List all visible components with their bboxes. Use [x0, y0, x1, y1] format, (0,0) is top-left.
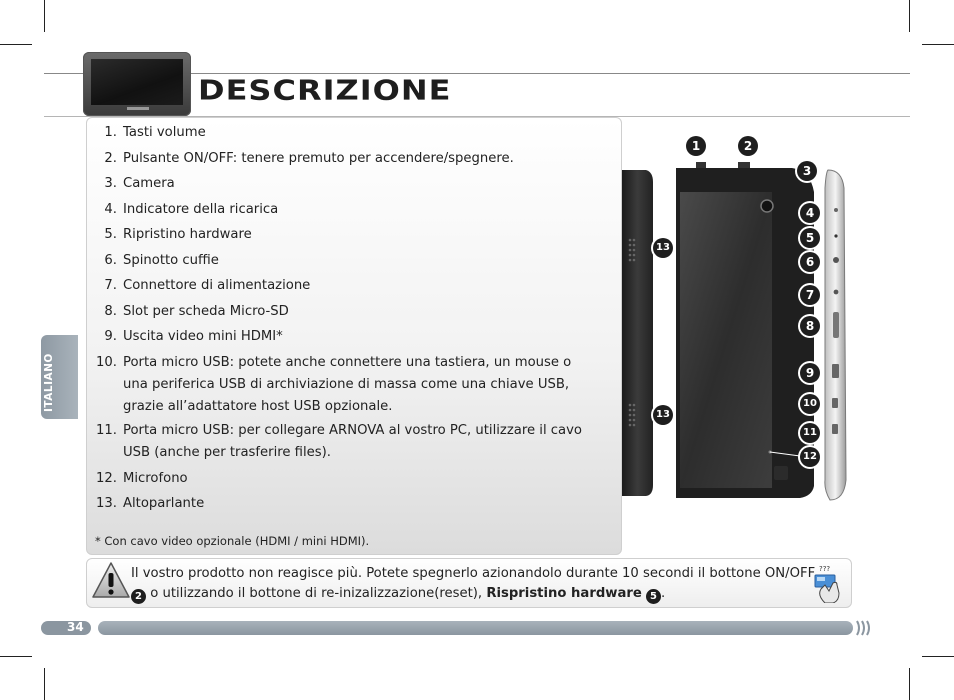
item-number: 12. — [96, 470, 117, 486]
crop-mark — [909, 0, 910, 32]
item-number: 1. — [104, 125, 117, 140]
help-icon-text: ??? — [819, 565, 831, 573]
ref-marker-2: 2 — [131, 589, 146, 604]
charge-led — [834, 208, 838, 212]
item-number: 7. — [104, 278, 117, 293]
list-item — [91, 324, 611, 350]
crop-mark — [0, 44, 32, 45]
marker-2: 2 — [738, 136, 758, 156]
tablet-brand-mark — [127, 107, 149, 110]
tablet-thumbnail — [83, 52, 191, 116]
item-text: Ripristino hardware — [123, 227, 252, 242]
microsd-slot — [833, 312, 839, 338]
item-number: 5. — [104, 227, 117, 242]
warning-text-end: . — [661, 586, 666, 601]
language-tab-label: ITALIANO — [43, 353, 55, 412]
item-text: Tasti volume — [123, 125, 206, 140]
item-number: 13. — [96, 496, 117, 511]
item-text: Porta micro USB: per collegare ARNOVA al vostro PC, utilizzare il cavo USB (anche per trasferire files). — [123, 422, 583, 460]
item-text: Porta micro USB: potete anche connettere una tastiera, un mouse o una periferica USB di archiviazione di massa come una chiave USB, grazie all’adattatore host USB opzionale. — [123, 354, 572, 414]
list-item — [91, 222, 611, 248]
tablet-screen — [91, 59, 183, 105]
list-item — [91, 171, 611, 197]
marker-13-top: 13 — [653, 238, 673, 258]
tablet-back-panel — [680, 192, 772, 488]
warning-text-part2: o utilizzando il bottone di re-inizalizzazione(reset), — [150, 586, 483, 601]
crop-mark — [922, 656, 954, 657]
item-text: Spinotto cuffie — [123, 252, 219, 268]
list-item — [91, 299, 611, 325]
marker-10: 10 — [800, 394, 820, 414]
crop-mark — [44, 668, 45, 700]
device-illustration — [620, 140, 860, 510]
item-text: Camera — [123, 176, 175, 191]
item-number: 8. — [104, 303, 117, 319]
item-number: 6. — [104, 252, 117, 268]
description-list — [91, 120, 611, 517]
power-connector — [834, 290, 839, 295]
marker-11: 11 — [800, 423, 820, 443]
power-button — [738, 162, 750, 168]
list-item — [91, 491, 611, 517]
marker-13-bottom: 13 — [653, 405, 673, 425]
description-panel — [86, 117, 622, 555]
marker-5: 5 — [800, 228, 820, 248]
list-item — [91, 466, 611, 492]
item-text: Pulsante ON/OFF: tenere premuto per accendere/spegnere. — [123, 150, 514, 166]
item-number: 2. — [104, 150, 117, 166]
item-text: Microfono — [123, 470, 188, 486]
crop-mark — [922, 44, 954, 45]
footnote: * Con cavo video opzionale (HDMI / mini HDMI). — [95, 534, 370, 548]
back-logo — [774, 466, 788, 480]
item-text: Altoparlante — [123, 496, 205, 511]
micro-usb-port-pc — [832, 424, 838, 434]
marker-1: 1 — [686, 136, 706, 156]
warning-panel — [86, 558, 852, 608]
item-number: 9. — [104, 329, 117, 344]
page-number: 34 — [67, 620, 84, 634]
page-bar-end-icon — [855, 619, 873, 637]
marker-9: 9 — [800, 363, 820, 383]
headphone-jack — [833, 257, 839, 263]
item-number: 3. — [104, 176, 117, 191]
item-number: 11. — [96, 422, 117, 438]
item-text: Connettore di alimentazione — [123, 278, 311, 293]
micro-usb-port-host — [832, 398, 838, 408]
marker-6: 6 — [800, 252, 820, 272]
ref-marker-5: 5 — [646, 589, 661, 604]
item-text: Slot per scheda Micro-SD — [123, 303, 289, 319]
page-number-tab — [41, 621, 91, 635]
warning-text — [131, 564, 815, 604]
marker-7: 7 — [800, 285, 820, 305]
camera-lens — [761, 200, 773, 212]
language-tab — [41, 335, 78, 419]
mini-hdmi-port — [832, 364, 839, 378]
list-item — [91, 352, 611, 418]
marker-4: 4 — [800, 203, 820, 223]
reset-hole — [834, 234, 837, 237]
item-number: 4. — [104, 201, 117, 217]
marker-3: 3 — [797, 161, 817, 181]
crop-mark — [909, 668, 910, 700]
warning-text-part1: Il vostro prodotto non reagisce più. Potete spegnerlo azionandolo durante 10 secondi il bottone ON/OFF — [131, 566, 816, 581]
help-hand-icon — [811, 563, 845, 603]
warning-text-bold: Rispristino hardware — [486, 586, 642, 601]
warning-icon — [91, 561, 131, 601]
list-item — [91, 248, 611, 274]
list-item — [91, 197, 611, 223]
volume-buttons — [696, 162, 706, 168]
list-item — [91, 146, 611, 172]
list-item — [91, 420, 611, 464]
crop-mark — [0, 656, 32, 657]
crop-mark — [44, 0, 45, 32]
item-text: Uscita video mini HDMI* — [123, 329, 283, 344]
marker-12: 12 — [800, 447, 820, 467]
page-bar — [98, 621, 853, 635]
list-item — [91, 120, 611, 146]
list-item — [91, 273, 611, 299]
item-number: 10. — [96, 354, 117, 370]
item-text: Indicatore della ricarica — [123, 201, 279, 217]
page-title: DESCRIZIONE — [198, 74, 452, 107]
tablet-left-edge — [622, 170, 653, 496]
marker-8: 8 — [800, 316, 820, 336]
